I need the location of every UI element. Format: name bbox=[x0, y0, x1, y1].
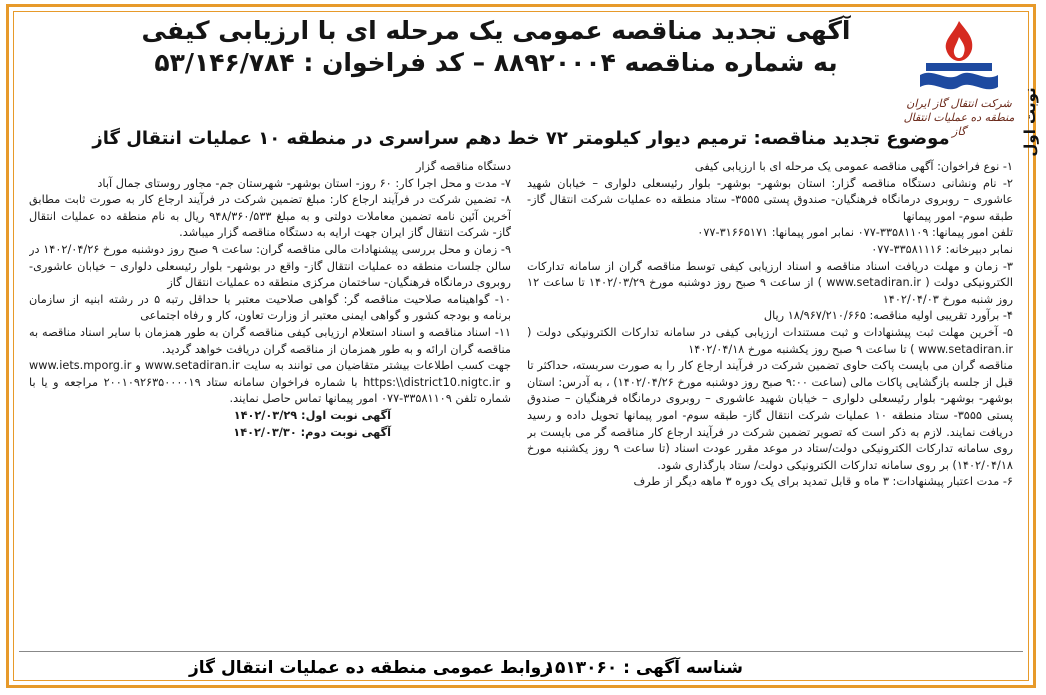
clause-2-fax: نمابر دبیرخانه: ۳۳۵۸۱۱۱۶-۰۷۷ bbox=[871, 242, 1013, 256]
clause-11: ۱۱- اسناد مناقصه و اسناد استعلام ارزیابی کیفی مناقصه گران به طور همزمان با سایر اسناد مناقصه به مناقصه گران ارائه و به طور همزمان از مناقصه گران دریافت خواهد گردید. bbox=[29, 325, 511, 356]
ad-subject: موضوع تجدید مناقصه: ترمیم دیوار کیلومتر ۷۲ خط دهم سراسری در منطقه ۱۰ عملیات انتقال گاز bbox=[92, 128, 950, 149]
clause-5-guarantee: مناقصه گران می بایست پاکت حاوی تضمین شرکت در فرآیند ارجاع کار را به صورت سربسته، حداکثر تا قبل از جلسه بازگشایی پاکات مالی (ساعت ۹:۰۰ صبح روز دوشنبه مورخ ۱۴۰۲/۰۴/۲۶) ، به آدرس: استان بوشهر- بوشهر- بلوار رئیسعلی دلواری – خیابان شهید عاشوری – روبروی درمانگاه فرهنگیان – صندوق پستی ۳۵۵۵- ستاد منطقه ۱۰ عملیات شرکت انتقال گاز- طبقه سوم- امور پیمانها تحویل داده و رسید دریافت نمایند. لازم به ذکر است که تصویر تضمین شرکت در فرآیند ارجاع کار مناقصه گر می بایست بر روی سامانه تدارکات الکترونیکی دولت/ستاد در موعد مقرر عودت اسناد (تا ساعت ۹ روز یکشنبه مورخ ۱۴۰۲/۰۴/۱۸) بر روی سامانه تدارکات الکترونیکی دولت/ ستاد بارگذاری شود. bbox=[527, 359, 1013, 472]
first-publish-date: آگهی نوبت اول: ۱۴۰۲/۰۳/۲۹ bbox=[233, 408, 391, 422]
ad-id: شناسه آگهی : ۱۵۱۳۰۶۰ bbox=[544, 658, 743, 678]
clause-9: ۹- زمان و محل بررسی پیشنهادات مالی مناقصه گران: ساعت ۹ صبح روز دوشنبه مورخ ۱۴۰۲/۰۴/۲۶ در سالن جلسات منطقه ده عملیات انتقال گاز- واقع در بوشهر- بلوار رئیسعلی دلواری – خیابان عاشوری- روبروی درمانگاه فرهنگیان- ساختمان مرکزی منطقه ده عملیات انتقال گاز bbox=[29, 242, 511, 290]
logo-line2: منطقه ده عملیات انتقال گاز bbox=[903, 110, 1015, 138]
logo-line1: شرکت انتقال گاز ایران bbox=[906, 97, 1012, 110]
public-relations: روابط عمومی منطقه ده عملیات انتقال گاز bbox=[189, 658, 551, 678]
clause-2-phones: تلفن امور پیمانها: ۳۳۵۸۱۱۰۹-۰۷۷ نمابر امور پیمانها: ۳۱۶۶۵۱۷۱-۰۷۷ bbox=[697, 226, 1013, 240]
nigc-flame-icon bbox=[914, 17, 1004, 95]
info-note: جهت کسب اطلاعات بیشتر متقاضیان می توانند به سایت www.setadiran.ir و www.iets.mporg.ir و https:\\district10.nigtc.ir با شماره فراخوان سامانه ستاد ۲۰۰۱۰۹۲۶۳۵۰۰۰۰۱۹ مراجعه و یا با شماره تلفن ۳۳۵۸۱۱۰۹-۰۷۷ امور پیمانها تماس حاصل نمایند. bbox=[29, 359, 511, 406]
title-line2: به شماره مناقصه ۸۸۹۲۰۰۰۴ – کد فراخوان : ۵۳/۱۴۶/۷۸۴ bbox=[154, 48, 838, 77]
clause-2: ۲- نام ونشانی دستگاه مناقصه گزار: استان بوشهر- بوشهر- بلوار رئیسعلی دلواری – خیابان شهید عاشوری – روبروی درمانگاه فرهنگیان- صندوق پستی ۳۵۵۵- ستاد منطقه ده عملیات شرکت انتقال گاز- طبقه سوم- امور پیمانها bbox=[527, 176, 1013, 223]
right-column bbox=[527, 159, 1013, 629]
clause-10: ۱۰- گواهینامه صلاحیت مناقصه گر: گواهی صلاحیت معتبر با حداقل رتبه ۵ در رشته ابنیه از سازمان برنامه و بودجه کشور و گواهی ایمنی معتبر از وزارت تعاون، کار و رفاه اجتماعی bbox=[29, 292, 511, 323]
nobat-label bbox=[1017, 47, 1046, 197]
clause-6-cont: دستگاه مناقصه گزار bbox=[415, 160, 511, 173]
left-column bbox=[29, 159, 511, 629]
ad-title bbox=[119, 15, 873, 79]
nobat-text: نوبت اول bbox=[1021, 87, 1039, 157]
clause-1: ۱- نوع فراخوان: آگهی مناقصه عمومی یک مرحله ای با ارزیابی کیفی bbox=[694, 160, 1013, 173]
clause-6: ۶- مدت اعتبار پیشنهادات: ۳ ماه و قابل تمدید برای یک دوره ۳ ماهه دیگر از طرف bbox=[633, 475, 1013, 489]
clause-4: ۴- برآورد تقریبی اولیه مناقصه: ۱۸/۹۶۷/۲۱۰/۶۶۵ ریال bbox=[763, 309, 1013, 323]
title-line1: آگهی تجدید مناقصه عمومی یک مرحله ای با ارزیابی کیفی bbox=[141, 16, 851, 45]
clause-3: ۳- زمان و مهلت دریافت اسناد مناقصه و اسناد ارزیابی کیفی توسط مناقصه گران از سامانه تدارکات الکترونیکی دولت ( www.setadiran.ir ) از ساعت ۹ صبح روز دوشنبه مورخ ۱۴۰۲/۰۳/۲۹ تا ساعت ۱۲ روز شنبه مورخ ۱۴۰۲/۰۴/۰۳ bbox=[527, 259, 1013, 306]
ad-frame bbox=[6, 4, 1039, 688]
clause-7: ۷- مدت و محل اجرا کار: ۶۰ روز- استان بوشهر- شهرستان جم- مجاور روستای جمال آباد bbox=[97, 176, 511, 190]
ad-footer bbox=[19, 651, 1023, 684]
clause-5: ۵- آخرین مهلت ثبت پیشنهادات و ثبت مستندات ارزیابی کیفی در سامانه تدارکات الکترونیکی دولت ( www.setadiran.ir ) تا ساعت ۹ صبح روز یکشنبه مورخ ۱۴۰۲/۰۴/۱۸ bbox=[527, 325, 1013, 356]
second-publish-date: آگهی نوبت دوم: ۱۴۰۲/۰۳/۳۰ bbox=[233, 425, 391, 439]
clause-8: ۸- تضمین شرکت در فرآیند ارجاع کار: مبلغ تضمین شرکت در فرآیند ارجاع کار به صورت ثابت مطابق آخرین آئین نامه تضمین معاملات دولتی و به مبلغ ۹۴۸/۳۶۰/۵۳۳ ریال به نام منطقه ده عملیات انتقال گاز- شرکت انتقال گاز ایران جهت ارایه به دستگاه مناقصه گزار میباشد. bbox=[29, 193, 511, 240]
